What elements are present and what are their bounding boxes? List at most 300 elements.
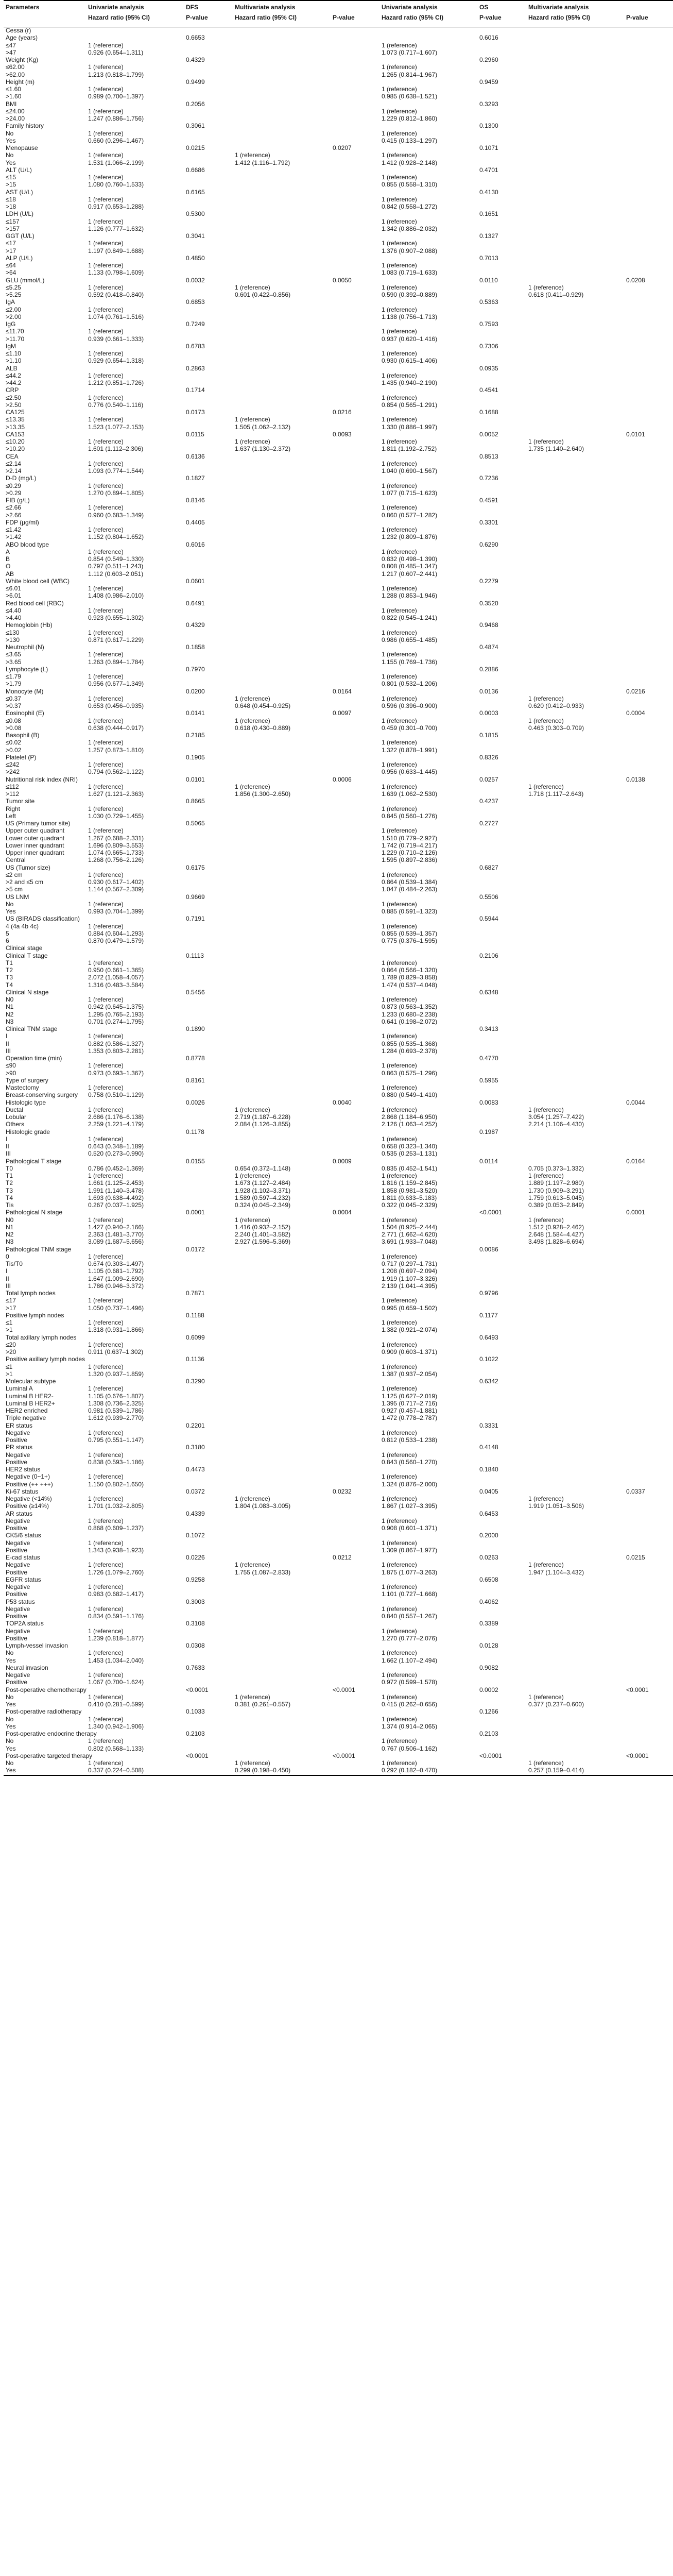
row-label: N2 xyxy=(6,1231,14,1238)
table-row xyxy=(4,1496,673,1503)
table-cell xyxy=(331,1760,379,1767)
table-cell: 0.0093 xyxy=(333,430,352,438)
table-cell xyxy=(233,1004,331,1011)
table-cell: 0.1177 xyxy=(479,1311,498,1319)
table-row xyxy=(4,108,673,115)
table-cell xyxy=(331,541,379,549)
table-cell: 0.854 (0.549–1.330) xyxy=(88,555,144,563)
table-cell xyxy=(184,1121,233,1128)
table-cell xyxy=(86,1708,184,1716)
table-cell xyxy=(477,718,526,725)
table-cell xyxy=(379,431,477,438)
table-cell xyxy=(624,1114,673,1121)
table-cell xyxy=(624,798,673,805)
table-row xyxy=(4,189,673,196)
table-row xyxy=(4,130,673,138)
table-cell: 1.284 (0.693–2.378) xyxy=(382,1047,438,1055)
table-cell: 0.880 (0.549–1.410) xyxy=(382,1091,438,1099)
table-cell xyxy=(184,226,233,233)
table-cell xyxy=(184,1268,233,1275)
table-cell: 0.4473 xyxy=(186,1466,205,1473)
table-cell: 0.0372 xyxy=(186,1487,205,1495)
table-cell: 0.6453 xyxy=(479,1510,498,1517)
table-cell xyxy=(477,1473,526,1481)
row-label: ≤1.42 xyxy=(6,526,21,533)
row-label: Triple negative xyxy=(6,1414,46,1422)
table-cell xyxy=(233,673,331,681)
table-cell: 0.1072 xyxy=(186,1532,205,1539)
row-label: ≤10.20 xyxy=(6,438,25,445)
table-cell: 1.510 (0.779–2.927) xyxy=(382,834,438,842)
table-cell xyxy=(477,842,526,850)
table-row xyxy=(4,827,673,835)
table-row xyxy=(4,622,673,629)
table-cell: 0.3520 xyxy=(479,599,498,607)
table-cell xyxy=(379,145,477,152)
table-cell xyxy=(233,556,331,563)
table-cell xyxy=(526,372,624,380)
table-cell xyxy=(526,1679,624,1686)
table-row xyxy=(4,1547,673,1554)
table-cell xyxy=(624,307,673,314)
header-parameters: Parameters xyxy=(4,1,86,14)
table-cell xyxy=(86,57,184,64)
table-cell: 1.239 (0.818–1.877) xyxy=(88,1634,144,1642)
row-label: AR status xyxy=(6,1510,33,1517)
table-cell: 1 (reference) xyxy=(382,482,417,489)
table-row xyxy=(4,1444,673,1451)
table-cell: 0.8778 xyxy=(186,1055,205,1062)
table-cell xyxy=(526,328,624,335)
table-cell: 0.840 (0.557–1.267) xyxy=(382,1613,438,1620)
row-label: II xyxy=(6,1143,9,1150)
row-label: Monocyte (M) xyxy=(6,687,44,695)
table-cell xyxy=(379,1378,477,1385)
table-cell xyxy=(477,1092,526,1099)
table-cell: 0.775 (0.376–1.595) xyxy=(382,937,438,944)
table-cell xyxy=(526,189,624,196)
table-cell: <0.0001 xyxy=(186,1686,209,1693)
table-cell xyxy=(379,79,477,86)
table-cell xyxy=(233,35,331,42)
table-cell xyxy=(233,967,331,974)
table-cell: 1 (reference) xyxy=(382,306,417,313)
table-cell xyxy=(331,1224,379,1231)
table-cell xyxy=(331,160,379,167)
table-row xyxy=(4,431,673,438)
table-cell: 1.858 (0.981–3.520) xyxy=(382,1187,438,1194)
table-cell xyxy=(233,1371,331,1378)
row-label: Positive xyxy=(6,1524,28,1532)
table-cell xyxy=(331,123,379,130)
table-cell xyxy=(624,923,673,930)
table-cell xyxy=(233,314,331,321)
table-cell xyxy=(477,1672,526,1679)
table-cell xyxy=(477,1364,526,1371)
table-cell xyxy=(477,1327,526,1334)
table-cell xyxy=(233,365,331,372)
row-label: Luminal A xyxy=(6,1385,33,1393)
table-cell xyxy=(477,416,526,423)
table-cell xyxy=(624,57,673,64)
table-cell xyxy=(379,321,477,328)
table-cell xyxy=(184,1136,233,1143)
table-cell xyxy=(526,1708,624,1716)
table-cell xyxy=(526,1349,624,1356)
table-cell xyxy=(184,1430,233,1437)
table-cell: 0.5944 xyxy=(479,915,498,923)
table-row xyxy=(4,115,673,123)
table-cell xyxy=(184,372,233,380)
table-cell: <0.0001 xyxy=(626,1752,649,1759)
row-label: >1 xyxy=(6,1326,13,1334)
table-cell: 1.395 (0.717–2.716) xyxy=(382,1399,438,1407)
table-cell: 1 (reference) xyxy=(382,996,417,1003)
table-cell xyxy=(331,108,379,115)
table-cell xyxy=(526,255,624,262)
table-cell: 1.208 (0.697–2.094) xyxy=(382,1267,438,1275)
table-cell xyxy=(624,739,673,747)
table-row xyxy=(4,1511,673,1518)
table-cell: 0.981 (0.539–1.786) xyxy=(88,1407,144,1414)
table-row xyxy=(4,974,673,981)
table-cell xyxy=(624,592,673,600)
table-row xyxy=(4,269,673,277)
table-cell xyxy=(331,916,379,923)
table-cell xyxy=(624,527,673,534)
table-cell: 1.804 (1.083–3.005) xyxy=(235,1502,291,1510)
table-cell xyxy=(379,1466,477,1473)
row-label: Mastectomy xyxy=(6,1084,39,1091)
row-label: Total lymph nodes xyxy=(6,1290,56,1297)
table-cell xyxy=(477,1738,526,1745)
table-cell xyxy=(526,600,624,607)
table-cell xyxy=(477,42,526,49)
table-cell xyxy=(624,262,673,269)
table-cell xyxy=(184,49,233,57)
table-row xyxy=(4,1437,673,1444)
table-cell xyxy=(379,732,477,739)
table-cell: 0.0097 xyxy=(333,709,352,717)
header-univariate-dfs: Univariate analysis xyxy=(86,1,184,14)
table-cell xyxy=(624,1694,673,1701)
table-cell xyxy=(624,1217,673,1224)
table-cell xyxy=(184,563,233,570)
table-cell: 1 (reference) xyxy=(382,1495,417,1502)
table-row xyxy=(4,585,673,592)
table-cell: 0.0257 xyxy=(479,775,498,783)
row-label: US LNM xyxy=(6,893,29,901)
table-row xyxy=(4,1268,673,1275)
table-cell xyxy=(526,872,624,879)
table-cell: 0.6783 xyxy=(186,342,205,350)
row-label: Ductal xyxy=(6,1106,24,1113)
table-row xyxy=(4,1716,673,1723)
row-label: Type of surgery xyxy=(6,1076,48,1084)
table-cell xyxy=(624,827,673,835)
row-label: >5 cm xyxy=(6,886,23,893)
table-cell: 0.2185 xyxy=(186,732,205,739)
table-cell xyxy=(526,754,624,761)
table-cell xyxy=(379,27,477,35)
table-cell xyxy=(624,1268,673,1275)
table-row xyxy=(4,666,673,673)
table-cell xyxy=(184,1569,233,1577)
table-cell xyxy=(477,93,526,100)
table-cell: 1.928 (1.102–3.371) xyxy=(235,1187,291,1194)
table-cell xyxy=(184,130,233,138)
table-cell xyxy=(331,1701,379,1708)
table-cell xyxy=(86,35,184,42)
table-cell xyxy=(624,1701,673,1708)
table-cell: 0.0052 xyxy=(479,430,498,438)
table-cell xyxy=(477,328,526,335)
table-cell: 1 (reference) xyxy=(382,1561,417,1569)
row-label: >17 xyxy=(6,247,16,255)
table-cell xyxy=(86,666,184,673)
table-cell xyxy=(624,820,673,827)
table-cell: 1 (reference) xyxy=(88,1737,124,1745)
table-cell xyxy=(331,879,379,886)
table-cell xyxy=(526,1488,624,1496)
table-cell: 1 (reference) xyxy=(88,306,124,313)
table-cell: 1 (reference) xyxy=(88,717,124,724)
table-cell xyxy=(624,299,673,306)
table-cell xyxy=(624,204,673,211)
table-cell xyxy=(331,739,379,747)
table-row xyxy=(4,1077,673,1084)
table-row xyxy=(4,42,673,49)
table-cell xyxy=(331,1385,379,1393)
table-cell xyxy=(526,813,624,820)
row-label: >0.02 xyxy=(6,746,22,754)
table-cell xyxy=(233,1481,331,1488)
row-label: ALB xyxy=(6,364,18,372)
table-cell xyxy=(624,541,673,549)
table-cell: 1 (reference) xyxy=(382,1319,417,1326)
table-cell xyxy=(526,336,624,343)
table-cell xyxy=(233,1437,331,1444)
table-cell xyxy=(233,108,331,115)
row-label: >20 xyxy=(6,1348,16,1355)
table-cell xyxy=(331,578,379,585)
table-cell: 1 (reference) xyxy=(382,1252,417,1260)
table-cell xyxy=(624,240,673,247)
table-cell xyxy=(624,1496,673,1503)
table-cell xyxy=(526,1084,624,1092)
table-cell xyxy=(477,1503,526,1510)
table-cell xyxy=(331,101,379,108)
table-cell xyxy=(624,1290,673,1297)
table-cell: 0.909 (0.603–1.371) xyxy=(382,1348,438,1355)
table-cell xyxy=(526,1481,624,1488)
row-label: Weight (Kg) xyxy=(6,56,39,63)
table-cell xyxy=(184,1048,233,1055)
table-cell xyxy=(624,666,673,673)
table-cell xyxy=(477,872,526,879)
table-row xyxy=(4,1459,673,1466)
table-cell xyxy=(331,996,379,1004)
table-cell xyxy=(624,49,673,57)
table-cell xyxy=(184,592,233,600)
table-cell: 1 (reference) xyxy=(382,283,417,291)
table-cell xyxy=(624,1642,673,1650)
table-cell: 0.960 (0.683–1.349) xyxy=(88,511,144,519)
table-cell: 1.340 (0.942–1.906) xyxy=(88,1722,144,1730)
table-cell xyxy=(233,1356,331,1363)
table-cell xyxy=(233,1129,331,1136)
table-cell xyxy=(331,1342,379,1349)
table-cell: 1 (reference) xyxy=(382,1429,417,1436)
table-cell xyxy=(184,1606,233,1613)
table-cell xyxy=(624,1665,673,1672)
table-cell xyxy=(526,1687,624,1694)
table-cell xyxy=(624,1092,673,1099)
table-cell xyxy=(233,1466,331,1473)
table-cell xyxy=(184,424,233,431)
table-cell xyxy=(624,1062,673,1070)
header-row-sub xyxy=(4,14,673,27)
table-cell xyxy=(233,130,331,138)
table-cell: 1 (reference) xyxy=(88,504,124,512)
table-cell xyxy=(624,27,673,35)
table-cell xyxy=(233,1342,331,1349)
table-cell xyxy=(233,461,331,468)
table-cell: 0.0263 xyxy=(479,1554,498,1561)
table-cell xyxy=(526,1716,624,1723)
table-row xyxy=(4,1753,673,1760)
table-cell: 0.0308 xyxy=(186,1642,205,1649)
table-cell xyxy=(624,372,673,380)
table-row xyxy=(4,314,673,321)
table-row xyxy=(4,402,673,409)
table-cell: 0.389 (0.053–2.849) xyxy=(528,1201,584,1209)
table-cell xyxy=(184,659,233,666)
row-label: AB xyxy=(6,570,14,578)
table-cell xyxy=(477,1606,526,1613)
table-cell: 1 (reference) xyxy=(88,1759,124,1767)
table-cell xyxy=(331,27,379,35)
table-cell: 1 (reference) xyxy=(382,1539,417,1547)
row-label: GGT (U/L) xyxy=(6,232,34,240)
table-cell xyxy=(331,850,379,857)
table-cell: 1.155 (0.769–1.736) xyxy=(382,658,438,666)
table-cell: 1 (reference) xyxy=(235,717,270,724)
table-cell xyxy=(477,1011,526,1019)
table-cell: 1.816 (1.159–2.845) xyxy=(382,1179,438,1187)
row-label: Menopause xyxy=(6,144,38,151)
table-cell: 0.377 (0.237–0.600) xyxy=(528,1701,584,1708)
table-cell xyxy=(184,416,233,423)
table-cell xyxy=(526,1459,624,1466)
table-cell: 1 (reference) xyxy=(88,871,124,878)
table-row xyxy=(4,218,673,226)
table-cell xyxy=(624,358,673,365)
table-cell xyxy=(477,681,526,688)
table-cell xyxy=(331,1650,379,1657)
table-cell xyxy=(526,1672,624,1679)
table-cell: 0.1688 xyxy=(479,409,498,416)
table-cell xyxy=(526,483,624,490)
table-cell xyxy=(184,328,233,335)
table-cell: 0.6016 xyxy=(186,540,205,548)
table-cell xyxy=(184,534,233,541)
table-cell xyxy=(184,1452,233,1459)
table-cell xyxy=(624,791,673,798)
row-label: >10.20 xyxy=(6,445,25,453)
table-cell xyxy=(233,431,331,438)
table-cell xyxy=(86,387,184,394)
table-row xyxy=(4,1378,673,1385)
table-cell xyxy=(624,1430,673,1437)
table-cell: 1.229 (0.710–2.126) xyxy=(382,849,438,856)
table-cell xyxy=(184,1107,233,1114)
table-row xyxy=(4,1503,673,1510)
table-cell xyxy=(379,497,477,504)
table-cell xyxy=(624,1606,673,1613)
table-row xyxy=(4,1283,673,1290)
table-cell xyxy=(526,659,624,666)
table-cell: 1.267 (0.688–2.331) xyxy=(88,834,144,842)
table-cell xyxy=(86,321,184,328)
table-cell xyxy=(233,1540,331,1547)
table-cell xyxy=(233,1319,331,1327)
table-cell xyxy=(379,945,477,952)
table-cell xyxy=(526,1327,624,1334)
table-cell xyxy=(624,226,673,233)
table-cell xyxy=(331,343,379,350)
table-cell xyxy=(477,1767,526,1775)
table-cell xyxy=(526,630,624,637)
row-label: ≤3.65 xyxy=(6,651,21,658)
table-cell xyxy=(477,1694,526,1701)
table-cell xyxy=(624,1173,673,1180)
table-row xyxy=(4,57,673,64)
table-cell xyxy=(233,850,331,857)
table-cell xyxy=(624,1481,673,1488)
table-cell xyxy=(331,1084,379,1092)
table-cell xyxy=(233,1283,331,1290)
table-row xyxy=(4,1305,673,1312)
table-cell: 1.601 (1.112–2.306) xyxy=(88,445,144,453)
table-cell: 1 (reference) xyxy=(382,1473,417,1481)
table-cell xyxy=(233,1591,331,1598)
table-row xyxy=(4,592,673,600)
table-cell: 0.0001 xyxy=(186,1209,205,1216)
table-cell: 0.882 (0.586–1.327) xyxy=(88,1040,144,1047)
table-cell: 0.7633 xyxy=(186,1664,205,1671)
table-row xyxy=(4,989,673,996)
table-cell xyxy=(624,1143,673,1150)
table-cell: 1 (reference) xyxy=(382,41,417,49)
table-cell: 1.718 (1.117–2.643) xyxy=(528,790,584,798)
table-cell xyxy=(233,490,331,497)
row-label: TOP2A status xyxy=(6,1620,44,1628)
table-cell xyxy=(331,732,379,739)
row-label: US (Primary tumor site) xyxy=(6,820,71,827)
table-cell: 1 (reference) xyxy=(382,959,417,967)
table-cell xyxy=(233,894,331,901)
table-cell xyxy=(477,769,526,776)
table-cell: 1.144 (0.567–2.309) xyxy=(88,886,144,893)
table-cell xyxy=(233,1518,331,1525)
table-row xyxy=(4,901,673,908)
table-cell xyxy=(184,27,233,35)
table-cell xyxy=(379,798,477,805)
row-label: >242 xyxy=(6,768,20,776)
table-cell: 0.930 (0.617–1.402) xyxy=(88,878,144,886)
table-cell xyxy=(526,233,624,240)
